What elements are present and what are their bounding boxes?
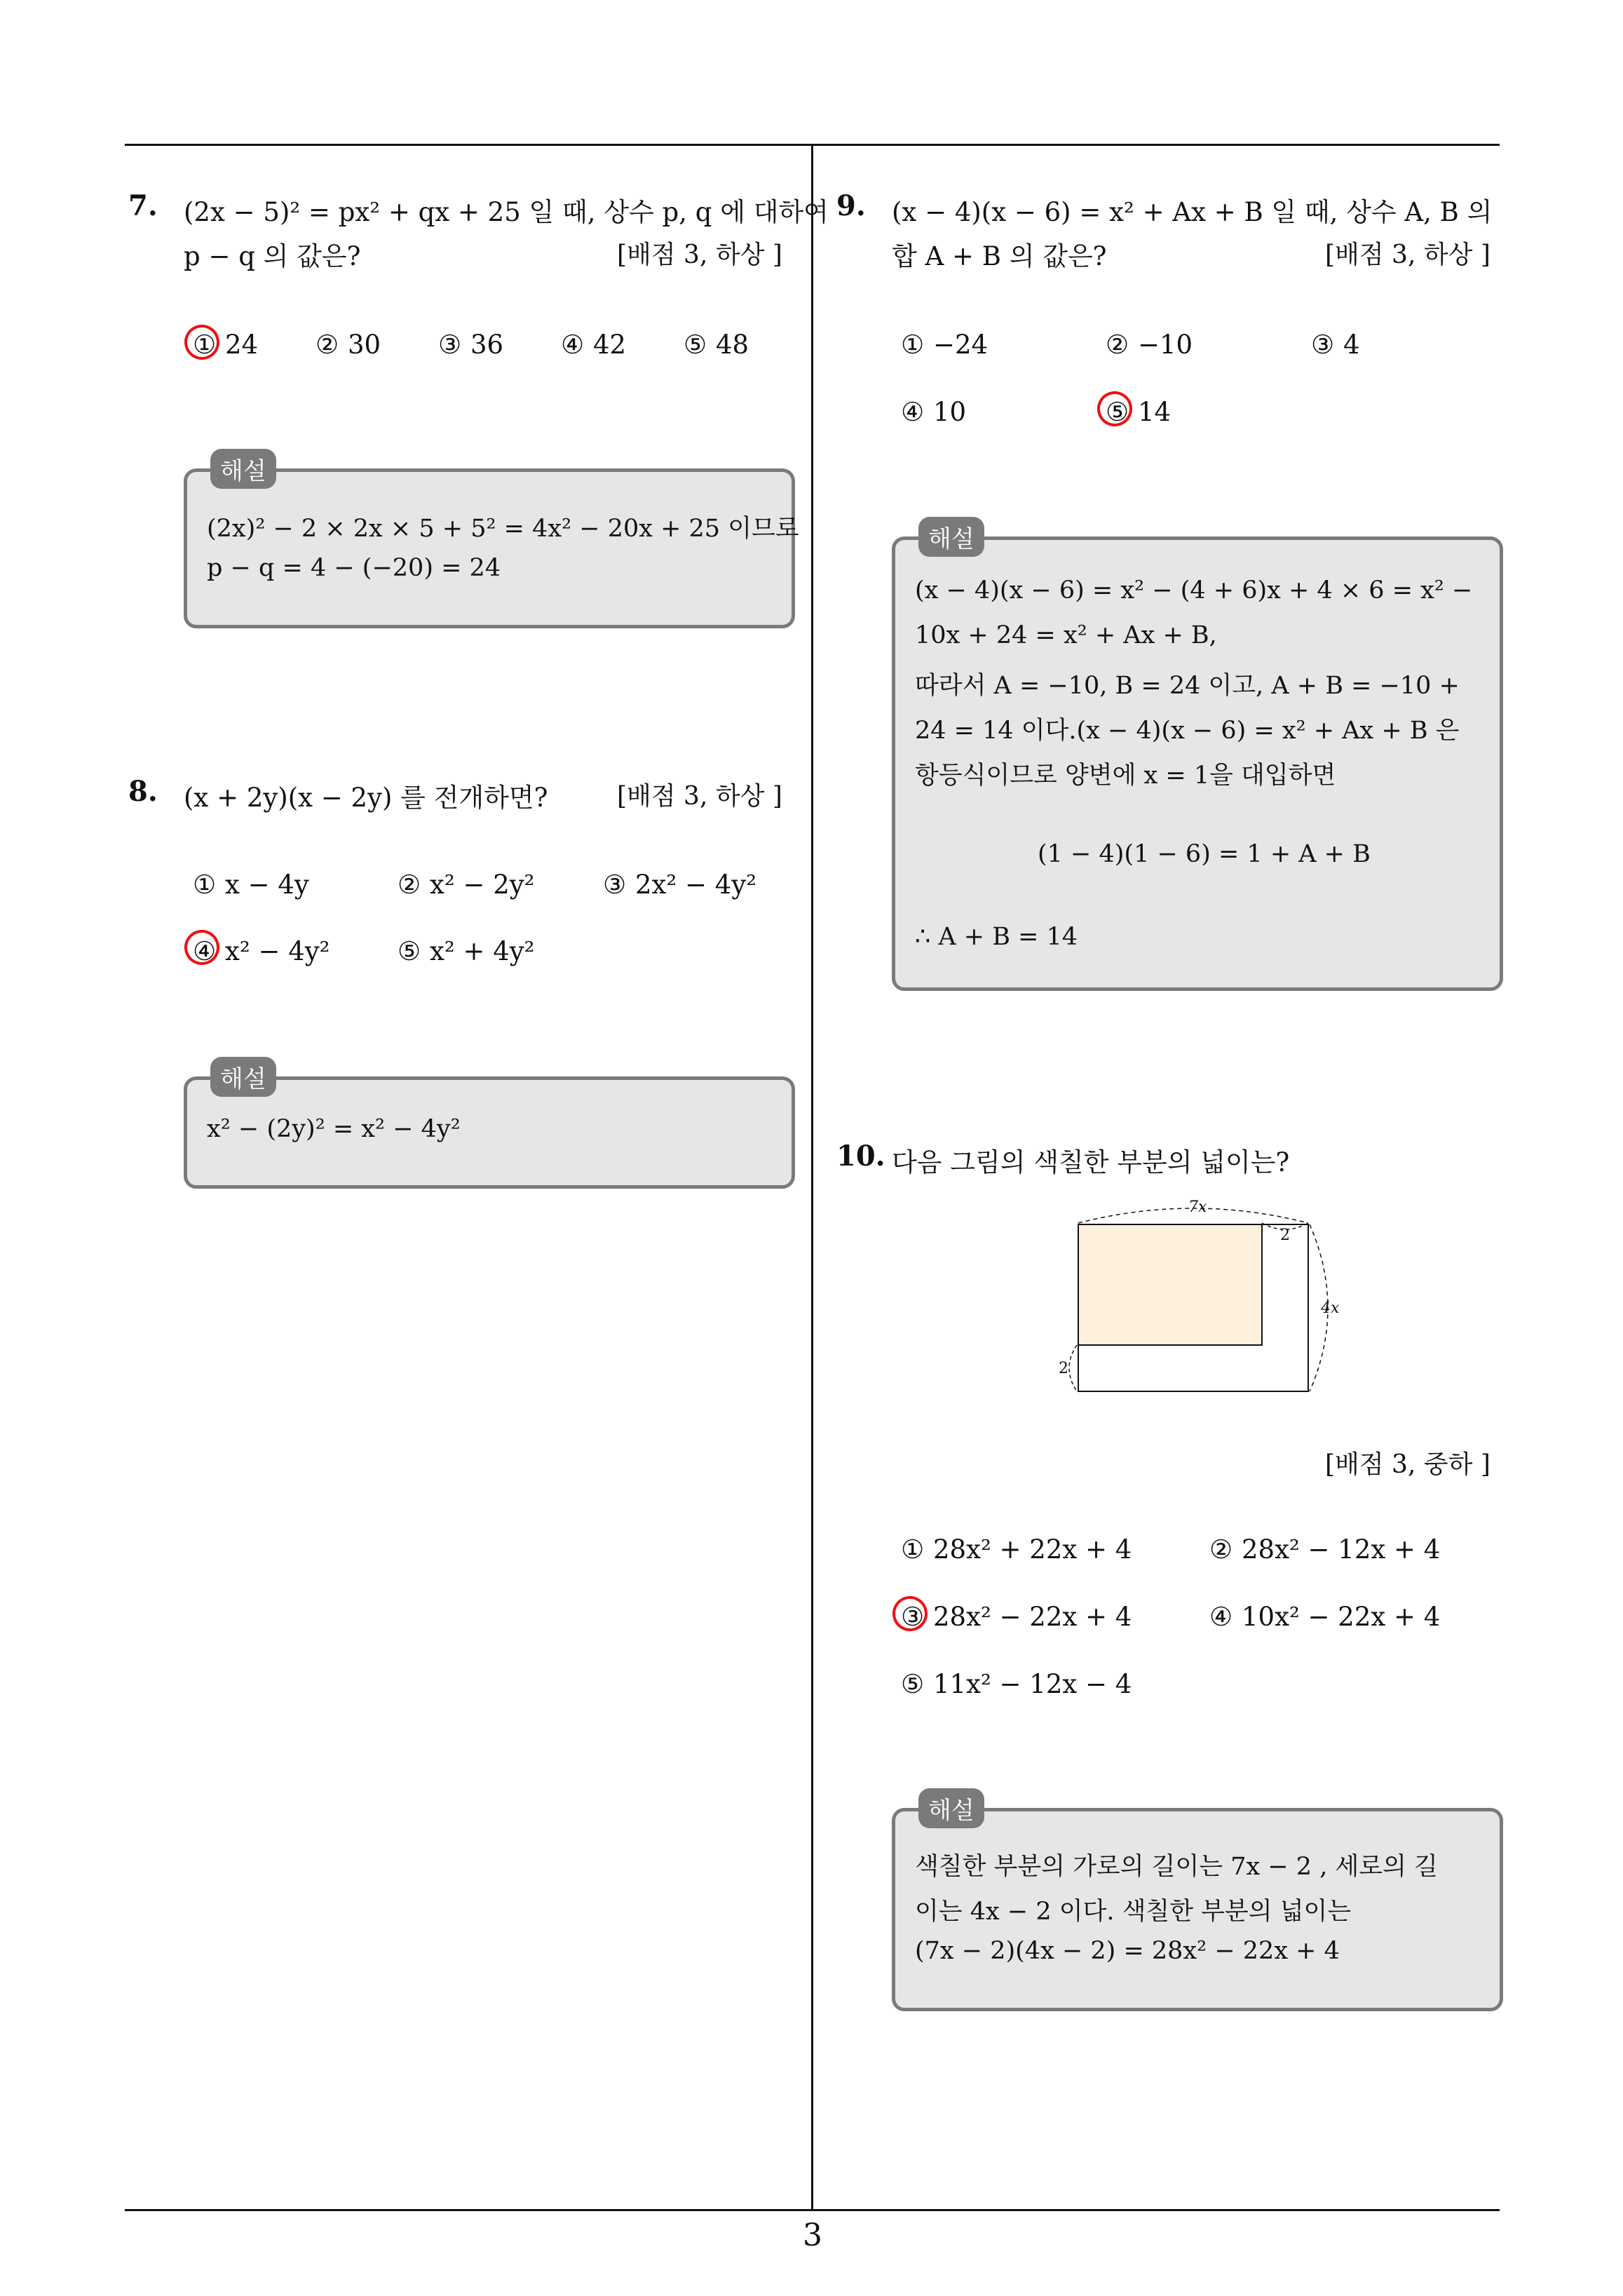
left-bottom-dimension-label: 2 (1059, 1360, 1068, 1377)
area-figure (1052, 1192, 1346, 1403)
solution-line-2: 10x + 24 = x² + Ax + B, (915, 621, 1217, 649)
question-text-line-1: (x + 2y)(x − 2y) 를 전개하면? (184, 783, 548, 813)
option-mark: ③ (901, 1602, 925, 1632)
option-text: −24 (933, 330, 989, 360)
question-text-line-1: 다음 그림의 색칠한 부분의 넓이는? (892, 1147, 1290, 1177)
option-text: 30 (348, 330, 381, 360)
option-text: 42 (593, 330, 627, 360)
option-mark: ④ (561, 330, 585, 360)
option-text: x² − 2y² (430, 870, 535, 900)
option-text: 48 (716, 330, 749, 360)
option-mark: ④ (1209, 1602, 1233, 1632)
solution-line-1: (x − 4)(x − 6) = x² − (4 + 6)x + 4 × 6 = x² − (915, 576, 1473, 605)
option-mark: ② (1209, 1534, 1233, 1565)
question-text-line-1: (x − 4)(x − 6) = x² + Ax + B 일 때, 상수 A, B 의 (892, 197, 1493, 227)
option-text: 11x² − 12x − 4 (933, 1669, 1132, 1699)
option-mark: ③ (438, 330, 462, 360)
option-mark: ① (193, 330, 217, 360)
option-1[interactable] (901, 330, 988, 360)
option-mark: ⑤ (901, 1669, 925, 1699)
option-5[interactable] (684, 330, 749, 360)
solution-line-1: (2x)² − 2 × 2x × 5 + 5² = 4x² − 20x + 25 이므로 (207, 515, 799, 543)
option-text: 36 (470, 330, 504, 360)
shaded-rectangle (1078, 1224, 1262, 1345)
question-number: 10. (836, 1140, 885, 1173)
solution-tag: 해설 (210, 449, 276, 489)
option-2[interactable] (1209, 1534, 1440, 1565)
solution-box (184, 468, 795, 628)
option-text: 24 (225, 330, 259, 360)
right-dimension-label: 4x (1321, 1299, 1340, 1317)
solution-line-6: (1 − 4)(1 − 6) = 1 + A + B (1038, 840, 1371, 868)
option-mark: ① (901, 330, 925, 360)
option-mark: ② (398, 870, 421, 900)
question-text-line-1: (2x − 5)² = px² + qx + 25 일 때, 상수 p, q 에 대하여 (184, 197, 829, 227)
option-5[interactable] (901, 1669, 1132, 1699)
option-4[interactable] (1209, 1602, 1440, 1632)
column-divider (811, 144, 813, 2211)
solution-line-2: p − q = 4 − (−20) = 24 (207, 554, 501, 582)
option-text: x² − 4y² (225, 936, 330, 966)
option-text: 10 (933, 397, 967, 427)
option-2[interactable] (1106, 330, 1193, 360)
option-1[interactable] (901, 1534, 1132, 1565)
option-text: x² + 4y² (430, 936, 535, 966)
option-mark: ① (193, 870, 217, 900)
option-mark: ⑤ (1106, 397, 1129, 427)
question-text-line-2: p − q 의 값은? (184, 241, 361, 271)
option-text: 2x² − 4y² (635, 870, 757, 900)
score-label: [배점 3, 중하 ] (1325, 1450, 1490, 1479)
solution-line-7: ∴ A + B = 14 (915, 923, 1078, 951)
option-mark: ④ (193, 936, 217, 966)
left-bottom-dimension-arc (1069, 1345, 1077, 1391)
question-text-line-2: 합 A + B 의 값은? (892, 241, 1107, 271)
solution-line-3: 따라서 A = −10, B = 24 이고, A + B = −10 + (915, 672, 1460, 700)
option-3[interactable] (1311, 330, 1360, 360)
solution-tag: 해설 (918, 1788, 984, 1828)
solution-line-1: 색칠한 부분의 가로의 길이는 7x − 2 , 세로의 길 (915, 1853, 1438, 1881)
option-text: −10 (1138, 330, 1193, 360)
right-top-dimension-label: 2 (1280, 1227, 1290, 1244)
option-mark: ⑤ (684, 330, 707, 360)
option-text: 28x² + 22x + 4 (933, 1534, 1132, 1565)
option-text: 4 (1343, 330, 1360, 360)
solution-line-5: 항등식이므로 양변에 x = 1을 대입하면 (915, 762, 1336, 790)
page-number: 3 (803, 2217, 822, 2253)
option-mark: ④ (901, 397, 925, 427)
question-number: 9. (836, 189, 866, 222)
solution-line-2: 이는 4x − 2 이다. 색칠한 부분의 넓이는 (915, 1898, 1352, 1926)
option-mark: ③ (1311, 330, 1335, 360)
option-text: x − 4y (225, 870, 309, 900)
question-number: 7. (128, 189, 158, 222)
question-number: 8. (128, 775, 158, 808)
solution-tag: 해설 (918, 517, 984, 557)
option-text: 10x² − 22x + 4 (1242, 1602, 1441, 1632)
option-mark: ① (901, 1534, 925, 1565)
bottom-rule (125, 2209, 1500, 2211)
solution-line-1: x² − (2y)² = x² − 4y² (207, 1115, 461, 1143)
option-4[interactable] (901, 397, 966, 427)
score-label: [배점 3, 하상 ] (617, 782, 782, 811)
option-2[interactable] (398, 870, 535, 900)
solution-line-3: (7x − 2)(4x − 2) = 28x² − 22x + 4 (915, 1937, 1340, 1965)
solution-line-4: 24 = 14 이다.(x − 4)(x − 6) = x² + Ax + B 은 (915, 717, 1460, 745)
option-4[interactable] (561, 330, 626, 360)
option-5[interactable] (398, 936, 535, 966)
top-dimension-label: 7x (1188, 1198, 1207, 1216)
option-2[interactable] (315, 330, 381, 360)
option-text: 14 (1138, 397, 1172, 427)
score-label: [배점 3, 하상 ] (617, 241, 782, 269)
option-mark: ⑤ (398, 936, 421, 966)
score-label: [배점 3, 하상 ] (1325, 241, 1490, 269)
option-mark: ② (1106, 330, 1129, 360)
option-1[interactable] (193, 870, 309, 900)
solution-tag: 해설 (210, 1057, 276, 1097)
option-mark: ③ (603, 870, 627, 900)
option-3[interactable] (901, 1602, 1132, 1632)
option-text: 28x² − 12x + 4 (1242, 1534, 1441, 1565)
option-3[interactable] (438, 330, 503, 360)
option-text: 28x² − 22x + 4 (933, 1602, 1132, 1632)
option-3[interactable] (603, 870, 756, 900)
option-mark: ② (315, 330, 339, 360)
